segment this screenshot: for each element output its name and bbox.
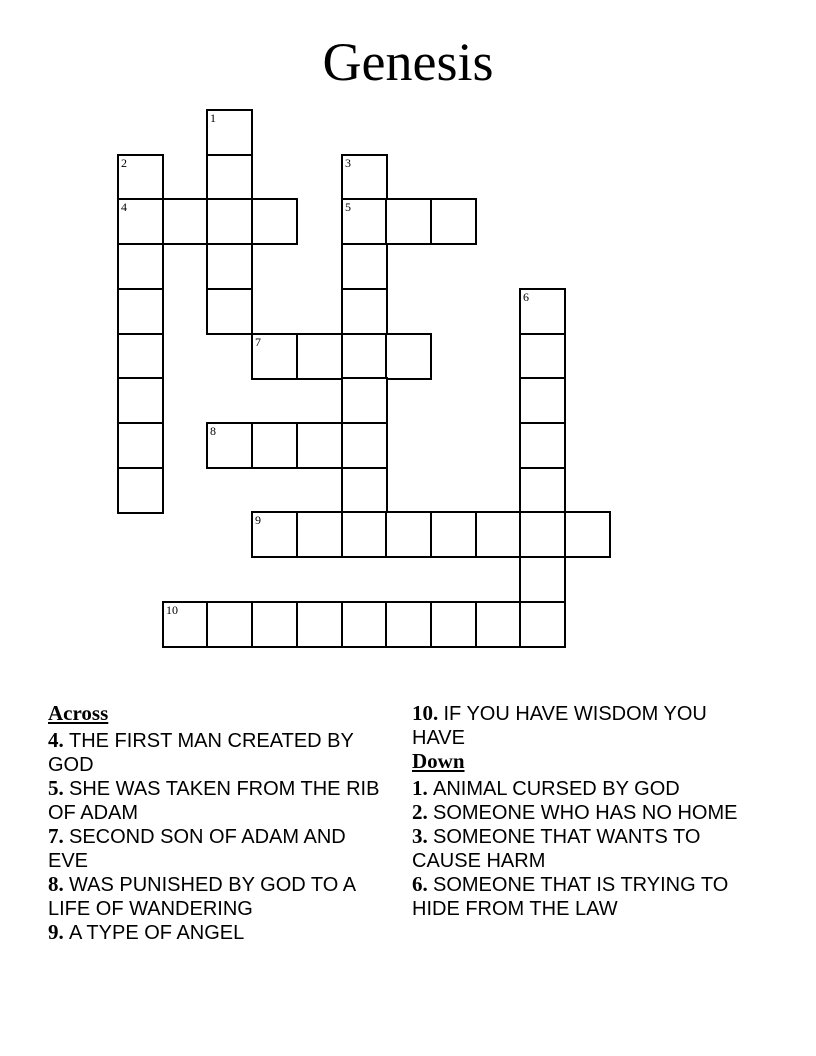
- grid-cell[interactable]: [341, 288, 388, 335]
- cell-number: 8: [210, 424, 216, 438]
- grid-cell[interactable]: [341, 333, 388, 380]
- grid-cell[interactable]: [296, 511, 343, 558]
- grid-cell[interactable]: [519, 467, 566, 514]
- grid-cell[interactable]: [206, 422, 253, 469]
- down-heading: Down: [412, 749, 465, 773]
- grid-cell[interactable]: [206, 198, 253, 245]
- grid-cell[interactable]: [519, 333, 566, 380]
- clue-number: 1.: [412, 776, 428, 800]
- grid-cell[interactable]: [251, 198, 298, 245]
- cell-number: 10: [166, 603, 178, 617]
- clue-text: A TYPE OF ANGEL: [69, 922, 245, 944]
- clue-number: 9.: [48, 920, 64, 944]
- grid-cell[interactable]: [206, 109, 253, 156]
- clue-across: [48, 729, 388, 777]
- clues-right-column: [412, 702, 752, 921]
- grid-cell[interactable]: [341, 422, 388, 469]
- clue-across: [48, 921, 388, 945]
- grid-cell[interactable]: [341, 243, 388, 290]
- grid-cell[interactable]: [206, 154, 253, 201]
- clue-number: 3.: [412, 824, 428, 848]
- grid-cell[interactable]: [385, 198, 432, 245]
- clue-text: SHE WAS TAKEN FROM THE RIB OF ADAM: [48, 778, 380, 824]
- clue-number: 4.: [48, 728, 64, 752]
- grid-cell[interactable]: [341, 601, 388, 648]
- clue-text: IF YOU HAVE WISDOM YOU HAVE: [412, 703, 707, 749]
- grid-cell[interactable]: [117, 422, 164, 469]
- clue-number: 2.: [412, 800, 428, 824]
- grid-cell[interactable]: [117, 154, 164, 201]
- clue-text: WAS PUNISHED BY GOD TO A LIFE OF WANDERING: [48, 874, 356, 920]
- cell-number: 5: [345, 200, 351, 214]
- clue-across: [412, 702, 752, 750]
- clue-across: [48, 873, 388, 921]
- clue-text: SOMEONE THAT WANTS TO CAUSE HARM: [412, 826, 701, 872]
- grid-cell[interactable]: [519, 377, 566, 424]
- clue-down: [412, 801, 752, 825]
- grid-cell[interactable]: [564, 511, 611, 558]
- clue-text: THE FIRST MAN CREATED BY GOD: [48, 730, 354, 776]
- grid-cell[interactable]: [206, 288, 253, 335]
- grid-cell[interactable]: [385, 601, 432, 648]
- clue-down: [412, 777, 752, 801]
- grid-cell[interactable]: [519, 422, 566, 469]
- clue-number: 7.: [48, 824, 64, 848]
- grid-cell[interactable]: [341, 154, 388, 201]
- grid-cell[interactable]: [430, 198, 477, 245]
- clue-down: [412, 825, 752, 873]
- grid-cell[interactable]: [117, 288, 164, 335]
- grid-cell[interactable]: [519, 288, 566, 335]
- grid-cell[interactable]: [206, 601, 253, 648]
- clue-text: SOMEONE THAT IS TRYING TO HIDE FROM THE LAW: [412, 874, 729, 920]
- grid-cell[interactable]: [251, 601, 298, 648]
- clue-number: 5.: [48, 776, 64, 800]
- grid-cell[interactable]: [162, 198, 209, 245]
- cell-number: 2: [121, 156, 127, 170]
- grid-cell[interactable]: [296, 601, 343, 648]
- clue-text: SECOND SON OF ADAM AND EVE: [48, 826, 346, 872]
- clue-number: 10.: [412, 701, 439, 725]
- cell-number: 6: [523, 290, 529, 304]
- grid-cell[interactable]: [475, 601, 522, 648]
- grid-cell[interactable]: [519, 511, 566, 558]
- clue-down: [412, 873, 752, 921]
- across-heading: Across: [48, 701, 109, 725]
- grid-cell[interactable]: [296, 422, 343, 469]
- grid-cell[interactable]: [251, 511, 298, 558]
- grid-cell[interactable]: [117, 377, 164, 424]
- grid-cell[interactable]: [341, 511, 388, 558]
- grid-cell[interactable]: [162, 601, 209, 648]
- clue-number: 6.: [412, 872, 428, 896]
- grid-cell[interactable]: [341, 377, 388, 424]
- grid-cell[interactable]: [206, 243, 253, 290]
- cell-number: 7: [255, 335, 261, 349]
- cell-number: 3: [345, 156, 351, 170]
- cell-number: 9: [255, 513, 261, 527]
- clue-across: [48, 777, 388, 825]
- grid-cell[interactable]: [385, 511, 432, 558]
- grid-cell[interactable]: [430, 511, 477, 558]
- cell-number: 1: [210, 111, 216, 125]
- clues-left-column: [48, 702, 388, 945]
- clue-across: [48, 825, 388, 873]
- grid-cell[interactable]: [341, 198, 388, 245]
- cell-number: 4: [121, 200, 127, 214]
- page-title: Genesis: [322, 32, 494, 92]
- grid-cell[interactable]: [430, 601, 477, 648]
- clue-number: 8.: [48, 872, 64, 896]
- grid-cell[interactable]: [251, 422, 298, 469]
- grid-cell[interactable]: [475, 511, 522, 558]
- grid-cell[interactable]: [519, 556, 566, 603]
- grid-cell[interactable]: [251, 333, 298, 380]
- grid-cell[interactable]: [296, 333, 343, 380]
- grid-cell[interactable]: [117, 333, 164, 380]
- grid-cell[interactable]: [519, 601, 566, 648]
- grid-cell[interactable]: [341, 467, 388, 514]
- clue-text: SOMEONE WHO HAS NO HOME: [433, 802, 738, 824]
- grid-cell[interactable]: [117, 198, 164, 245]
- grid-cell[interactable]: [117, 467, 164, 514]
- clue-text: ANIMAL CURSED BY GOD: [433, 778, 680, 800]
- grid-cell[interactable]: [117, 243, 164, 290]
- grid-cell[interactable]: [385, 333, 432, 380]
